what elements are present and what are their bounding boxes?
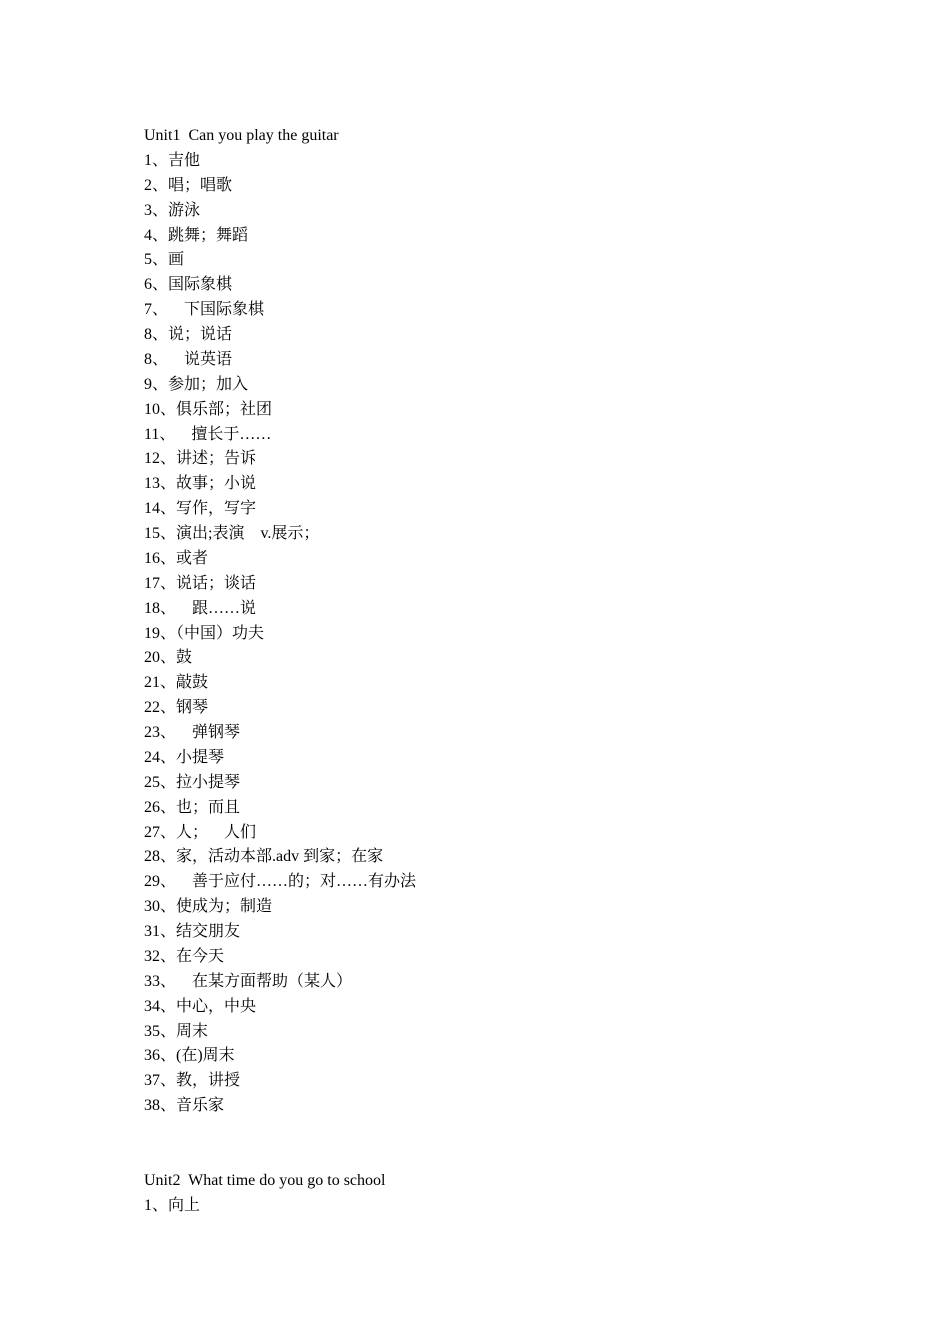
vocab-item: 12、讲述；告诉 <box>144 450 257 468</box>
vocab-item: 1、向上 <box>144 1196 201 1214</box>
vocab-item: 32、在今天 <box>144 947 225 965</box>
vocab-item: 35、周末 <box>144 1022 209 1040</box>
vocab-item: 25、拉小提琴 <box>144 773 241 791</box>
vocab-item: 26、也；而且 <box>144 798 241 816</box>
vocab-item: 13、故事；小说 <box>144 475 257 493</box>
vocab-item: 28、家，活动本部.adv 到家；在家 <box>144 848 384 866</box>
vocab-item: 21、敲鼓 <box>144 674 209 692</box>
vocab-item: 31、结交朋友 <box>144 923 241 940</box>
vocab-item: 30、使成为；制造 <box>144 898 273 916</box>
vocab-item: 36、(在)周末 <box>144 1047 235 1065</box>
vocab-item: 27、人； 人们 <box>144 823 257 841</box>
vocab-item: 9、参加；加入 <box>144 375 249 393</box>
vocab-item: 6、国际象棋 <box>144 276 233 294</box>
vocab-item: 19、（中国）功夫 <box>144 624 265 642</box>
vocab-item: 7、 下国际象棋 <box>144 301 265 319</box>
vocab-item: 38、音乐家 <box>144 1097 225 1115</box>
vocab-item: 22、钢琴 <box>144 699 209 717</box>
vocab-item: 24、小提琴 <box>144 748 225 766</box>
vocab-item: 14、写作，写字 <box>144 500 257 518</box>
vocab-item: 4、跳舞；舞蹈 <box>144 226 249 244</box>
vocab-item: 23、 弹钢琴 <box>144 724 241 741</box>
unit-title: Unit2 What time do you go to school <box>144 1172 386 1189</box>
vocab-item: 11、 擅长于…… <box>144 425 272 443</box>
vocab-item: 29、 善于应付……的；对……有办法 <box>144 873 417 891</box>
vocab-item: 1、吉他 <box>144 151 201 169</box>
vocab-item: 8、说；说话 <box>144 326 233 343</box>
vocab-item: 5、画 <box>144 251 185 269</box>
vocab-item: 8、 说英语 <box>144 350 233 368</box>
vocab-item: 15、演出;表演 v.展示； <box>144 525 320 542</box>
section-spacer <box>144 1119 844 1169</box>
vocab-item: 16、或者 <box>144 549 209 567</box>
document-body <box>144 124 844 1219</box>
unit-title: Unit1 Can you play the guitar <box>144 127 339 144</box>
vocab-item: 37、教，讲授 <box>144 1072 241 1090</box>
vocab-item: 33、 在某方面帮助（某人） <box>144 972 353 990</box>
vocab-item: 17、说话；谈话 <box>144 574 257 592</box>
vocab-item: 34、中心，中央 <box>144 997 257 1015</box>
vocab-item: 20、鼓 <box>144 649 193 667</box>
vocab-item: 2、唱；唱歌 <box>144 176 233 194</box>
vocab-item: 18、 跟……说 <box>144 599 257 617</box>
vocab-item: 10、俱乐部；社团 <box>144 400 273 418</box>
vocab-item: 3、游泳 <box>144 201 201 219</box>
